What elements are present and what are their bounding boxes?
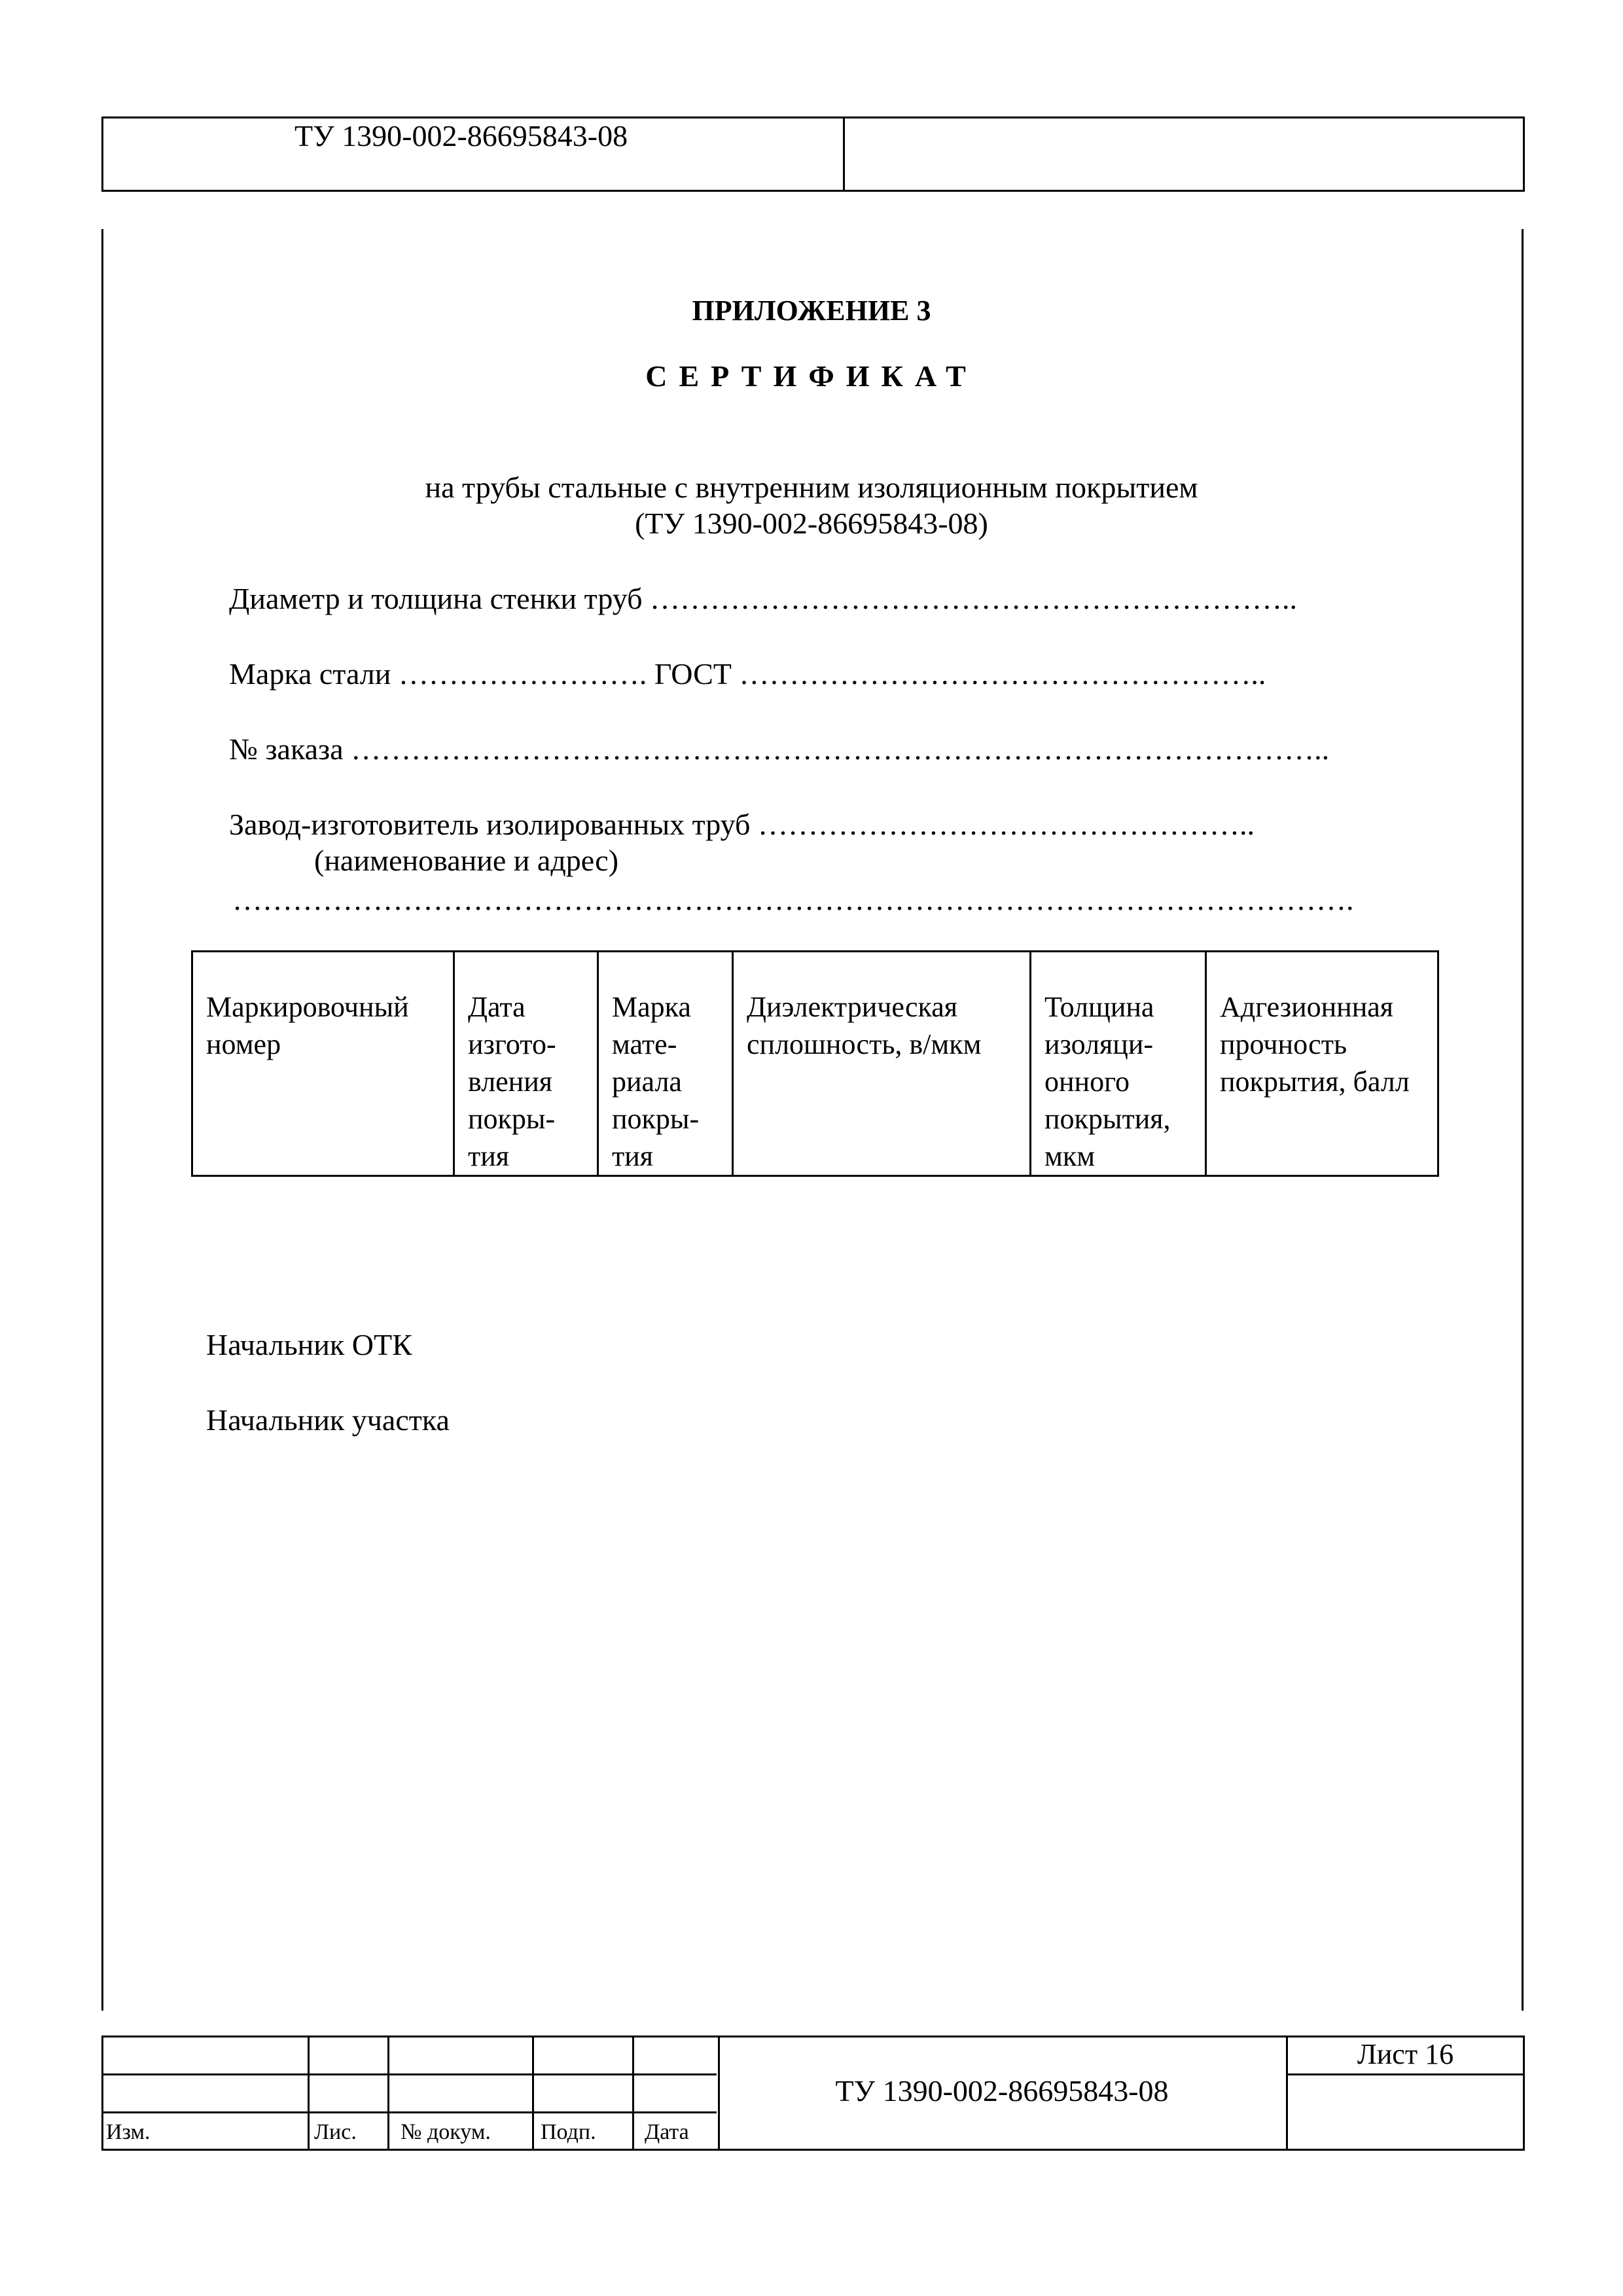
title-block-date-label: Дата [645,2120,689,2144]
field-plant-line: …………………………………………………………………………………………………. [232,883,1354,916]
certificate-spec: (ТУ 1390-002-86695843-08) [635,507,988,540]
table-header-row [192,952,1438,1176]
title-block-row-line [101,2111,717,2113]
title-block-sheet-number: Лист 16 [1357,2038,1454,2070]
title-block-sheet-divider [1286,2073,1525,2075]
table-header-cell: Толщина изоляци-онного покрытия, мкм [1031,952,1206,1176]
title-block-doc-code: ТУ 1390-002-86695843-08 [835,2074,1169,2108]
field-diameter: Диаметр и толщина стенки труб ……………………………………………………….. [229,582,1298,615]
appendix-title: ПРИЛОЖЕНИЕ 3 [692,295,931,327]
certificate-table [191,950,1439,1177]
table-header-cell: Марка мате-риала покры-тия [598,952,733,1176]
field-steel-grade: Марка стали ……………………. ГОСТ …………………………………………….. [229,657,1266,691]
table-header-cell: Дата изгото-вления покры-тия [454,952,598,1176]
title-block-col-line [387,2036,389,2151]
field-plant-note: (наименование и адрес) [314,844,619,877]
certificate-title: СЕРТИФИКАТ [645,359,978,393]
title-block-signature-label: Подп. [541,2120,596,2144]
title-block-row-line [101,2073,717,2075]
title-block-col-line [308,2036,310,2151]
header-divider [843,117,845,192]
title-block-lis-label: Лис. [314,2120,357,2144]
signature-otk-head: Начальник ОТК [206,1328,412,1361]
title-block-col-line [532,2036,534,2151]
title-block-izm-label: Изм. [106,2120,151,2144]
signature-section-head: Начальник участка [206,1403,450,1437]
title-block-col-line [632,2036,634,2151]
field-order-number: № заказа …………………………………………………………………………………….. [229,732,1330,766]
field-plant: Завод-изготовитель изолированных труб ………………………………………….. [229,808,1255,841]
table-header-cell: Адгезионнная прочность покрытия, балл [1206,952,1438,1176]
header-doc-code: ТУ 1390-002-86695843-08 [294,119,628,152]
title-block-doc-number-label: № докум. [401,2120,491,2144]
certificate-subtitle: на трубы стальные с внутренним изоляционным покрытием [425,471,1198,504]
table-header-cell: Диэлектрическая сплошность, в/мкм [733,952,1031,1176]
table-header-cell: Маркировочный номер [192,952,454,1176]
